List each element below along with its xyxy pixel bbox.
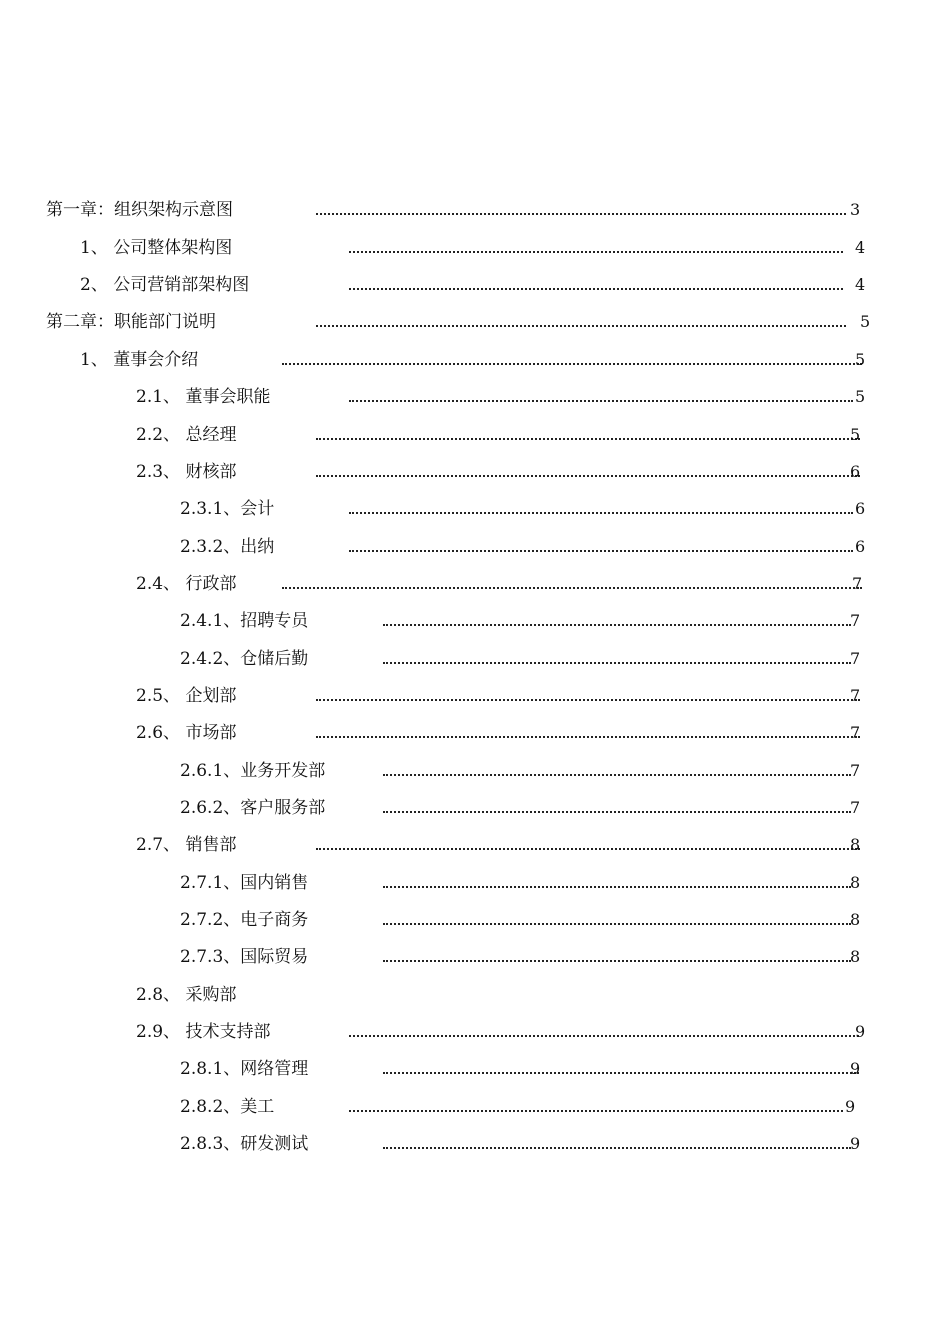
toc-entry xyxy=(0,383,950,411)
toc-entry xyxy=(0,1093,950,1121)
toc-entry-page: 7 xyxy=(850,686,861,705)
toc-entry xyxy=(0,719,950,747)
toc-entry-page: 9 xyxy=(850,1059,861,1078)
toc-entry-label: 2.7.1、国内销售 xyxy=(180,873,309,893)
toc-leader-dots xyxy=(383,960,851,962)
toc-entry xyxy=(0,981,950,1009)
toc-entry-page: 7 xyxy=(852,574,863,593)
toc-entry-page: 5 xyxy=(855,387,866,406)
toc-entry-label: 1、 董事会介绍 xyxy=(80,350,199,370)
toc-entry-label: 2.2、 总经理 xyxy=(136,425,237,445)
toc-entry-page: 7 xyxy=(850,798,861,817)
toc-leader-dots xyxy=(349,512,853,514)
toc-entry-page: 8 xyxy=(850,835,861,854)
toc-entry xyxy=(0,196,950,224)
toc-leader-dots xyxy=(383,774,851,776)
toc-leader-dots xyxy=(316,325,846,327)
toc-leader-dots xyxy=(349,251,843,253)
toc-entry-page: 7 xyxy=(850,761,861,780)
toc-leader-dots xyxy=(349,288,843,290)
toc-entry-label: 2.8.1、网络管理 xyxy=(180,1059,309,1079)
toc-entry xyxy=(0,906,950,934)
toc-entry-label: 2.8.2、美工 xyxy=(180,1097,275,1117)
toc-entry-label: 2.6.2、客户服务部 xyxy=(180,798,326,818)
toc-entry-label: 2.3、 财核部 xyxy=(136,462,237,482)
toc-entry-page: 6 xyxy=(850,462,861,481)
toc-entry-page: 5 xyxy=(855,350,866,369)
toc-entry xyxy=(0,458,950,486)
toc-entry-page: 6 xyxy=(855,499,866,518)
toc-entry-label: 第一章：组织架构示意图 xyxy=(46,200,233,220)
toc-entry-page: 7 xyxy=(850,723,861,742)
toc-entry-page: 4 xyxy=(855,275,866,294)
toc-leader-dots xyxy=(383,923,851,925)
toc-entry-page: 8 xyxy=(850,947,861,966)
toc-leader-dots xyxy=(316,438,860,440)
toc-entry xyxy=(0,271,950,299)
toc-entry-page: 7 xyxy=(850,649,861,668)
toc-leader-dots xyxy=(349,1035,859,1037)
toc-leader-dots xyxy=(383,662,851,664)
toc-leader-dots xyxy=(282,363,862,365)
toc-entry xyxy=(0,943,950,971)
toc-entry xyxy=(0,346,950,374)
toc-entry xyxy=(0,234,950,262)
toc-entry xyxy=(0,533,950,561)
toc-entry xyxy=(0,682,950,710)
toc-entry-page: 9 xyxy=(850,1134,861,1153)
toc-entry xyxy=(0,794,950,822)
toc-leader-dots xyxy=(282,587,862,589)
toc-leader-dots xyxy=(316,736,860,738)
toc-entry-page: 7 xyxy=(850,611,861,630)
toc-leader-dots xyxy=(383,1072,859,1074)
toc-entry xyxy=(0,1130,950,1158)
toc-leader-dots xyxy=(316,475,860,477)
toc-entry-label: 1、 公司整体架构图 xyxy=(80,238,233,258)
toc-entry xyxy=(0,757,950,785)
toc-entry-label: 2.8、 采购部 xyxy=(136,985,237,1005)
toc-entry-label: 2.7、 销售部 xyxy=(136,835,237,855)
toc-entry-label: 2.4、 行政部 xyxy=(136,574,237,594)
toc-entry xyxy=(0,831,950,859)
toc-leader-dots xyxy=(383,1147,851,1149)
toc-leader-dots xyxy=(316,848,860,850)
toc-entry-label: 2、 公司营销部架构图 xyxy=(80,275,250,295)
toc-entry xyxy=(0,1055,950,1083)
toc-leader-dots xyxy=(316,699,860,701)
toc-leader-dots xyxy=(383,811,851,813)
toc-entry-label: 2.6、 市场部 xyxy=(136,723,237,743)
toc-entry-page: 9 xyxy=(855,1022,866,1041)
toc-entry-label: 2.7.3、国际贸易 xyxy=(180,947,309,967)
toc-entry-label: 2.8.3、研发测试 xyxy=(180,1134,309,1154)
toc-entry-label: 2.4.1、招聘专员 xyxy=(180,611,309,631)
toc-entry-label: 2.4.2、仓储后勤 xyxy=(180,649,309,669)
toc-entry xyxy=(0,308,950,336)
toc-entry-label: 2.5、 企划部 xyxy=(136,686,237,706)
toc-entry-label: 2.7.2、电子商务 xyxy=(180,910,309,930)
toc-entry-page: 8 xyxy=(850,910,861,929)
toc-entry-page: 5 xyxy=(860,312,871,331)
toc-leader-dots xyxy=(383,886,851,888)
toc-entry-page: 5 xyxy=(850,425,861,444)
toc-entry xyxy=(0,1018,950,1046)
toc-entry-page: 8 xyxy=(850,873,861,892)
toc-entry xyxy=(0,607,950,635)
toc-leader-dots xyxy=(383,624,851,626)
toc-entry-page: 3 xyxy=(850,200,861,219)
toc-leader-dots xyxy=(349,400,853,402)
toc-entry-page: 4 xyxy=(855,238,866,257)
toc-entry-label: 第二章：职能部门说明 xyxy=(46,312,216,332)
toc-entry xyxy=(0,495,950,523)
toc-entry xyxy=(0,645,950,673)
toc-entry-label: 2.1、 董事会职能 xyxy=(136,387,271,407)
toc-leader-dots xyxy=(349,550,853,552)
toc-entry xyxy=(0,869,950,897)
toc-entry-label: 2.3.2、出纳 xyxy=(180,537,275,557)
toc-entry-label: 2.6.1、业务开发部 xyxy=(180,761,326,781)
toc-entry xyxy=(0,570,950,598)
toc-entry-page: 6 xyxy=(855,537,866,556)
toc-entry xyxy=(0,421,950,449)
toc-leader-dots xyxy=(349,1110,843,1112)
toc-leader-dots xyxy=(316,213,846,215)
toc-entry-page: 9 xyxy=(845,1097,856,1116)
toc-entry-label: 2.3.1、会计 xyxy=(180,499,275,519)
toc-entry-label: 2.9、 技术支持部 xyxy=(136,1022,271,1042)
